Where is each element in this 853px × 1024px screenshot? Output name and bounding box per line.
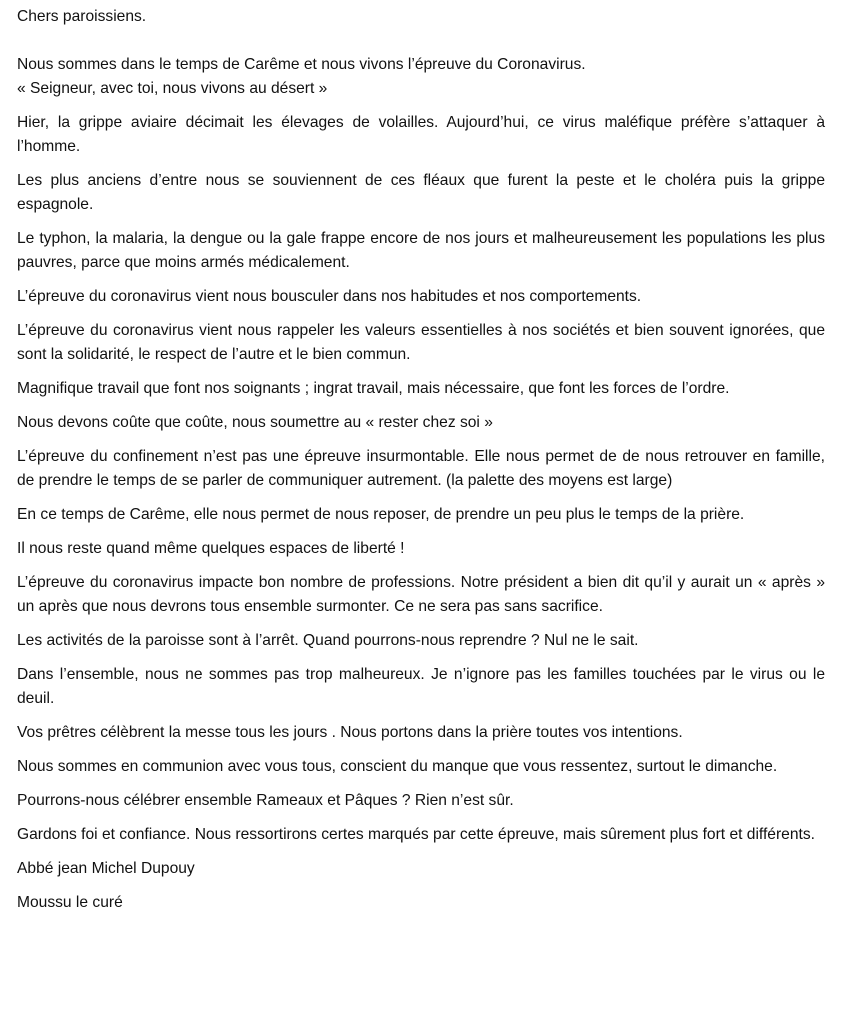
- paragraph-16: Pourrons-nous célébrer ensemble Rameaux et Pâques ? Rien n’est sûr.: [17, 792, 514, 809]
- paragraph-12: Les activités de la paroisse sont à l’arrêt. Quand pourrons-nous reprendre ? Nul ne le sait.: [17, 632, 639, 649]
- paragraph-6: Magnifique travail que font nos soignants ; ingrat travail, mais nécessaire, que font les forces de l’ordre.: [17, 380, 730, 397]
- greeting: [17, 5, 825, 29]
- intro-paragraph: [17, 53, 825, 101]
- paragraph-1: Hier, la grippe aviaire décimait les élevages de volailles. Aujourd’hui, ce virus maléfique préfère s’attaquer à l’homme.: [17, 114, 825, 155]
- paragraph-8: L’épreuve du confinement n’est pas une épreuve insurmontable. Elle nous permet de de nous retrouver en famille, de prendre le temps de se parler de communiquer autrement. (la palette des moyens est large): [17, 448, 825, 489]
- intro-line-2: « Seigneur, avec toi, nous vivons au désert »: [17, 80, 328, 97]
- paragraph-10: Il nous reste quand même quelques espaces de liberté !: [17, 540, 405, 557]
- paragraph-2: Les plus anciens d’entre nous se souviennent de ces fléaux que furent la peste et le choléra puis la grippe espagnole.: [17, 172, 825, 213]
- greeting-text: Chers paroissiens.: [17, 8, 147, 25]
- intro-line-1: Nous sommes dans le temps de Carême et nous vivons l’épreuve du Coronavirus.: [17, 56, 586, 73]
- signature-name: Abbé jean Michel Dupouy: [17, 860, 195, 877]
- paragraph-17: Gardons foi et confiance. Nous ressortirons certes marqués par cette épreuve, mais sûrement plus fort et différents.: [17, 826, 815, 843]
- paragraph-7: Nous devons coûte que coûte, nous soumettre au « rester chez soi »: [17, 414, 493, 431]
- paragraph-13: Dans l’ensemble, nous ne sommes pas trop malheureux. Je n’ignore pas les familles touchées par le virus ou le deuil.: [17, 666, 825, 707]
- paragraph-4: L’épreuve du coronavirus vient nous bousculer dans nos habitudes et nos comportements.: [17, 288, 642, 305]
- paragraph-9: En ce temps de Carême, elle nous permet de nous reposer, de prendre un peu plus le temps de la prière.: [17, 506, 745, 523]
- paragraph-11: L’épreuve du coronavirus impacte bon nombre de professions. Notre président a bien dit qu’il y aurait un « après » un après que nous devrons tous ensemble surmonter. Ce ne sera pas sans sacrifice.: [17, 574, 825, 615]
- paragraph-3: Le typhon, la malaria, la dengue ou la gale frappe encore de nos jours et malheureusement les populations les plus pauvres, parce que moins armés médicalement.: [17, 230, 825, 271]
- paragraph-15: Nous sommes en communion avec vous tous, conscient du manque que vous ressentez, surtout le dimanche.: [17, 758, 778, 775]
- paragraph-5: L’épreuve du coronavirus vient nous rappeler les valeurs essentielles à nos sociétés et bien souvent ignorées, que sont la solidarité, le respect de l’autre et le bien commun.: [17, 322, 825, 363]
- letter-document: [17, 0, 825, 925]
- signature-title: Moussu le curé: [17, 894, 123, 911]
- paragraph-14: Vos prêtres célèbrent la messe tous les jours . Nous portons dans la prière toutes vos intentions.: [17, 724, 683, 741]
